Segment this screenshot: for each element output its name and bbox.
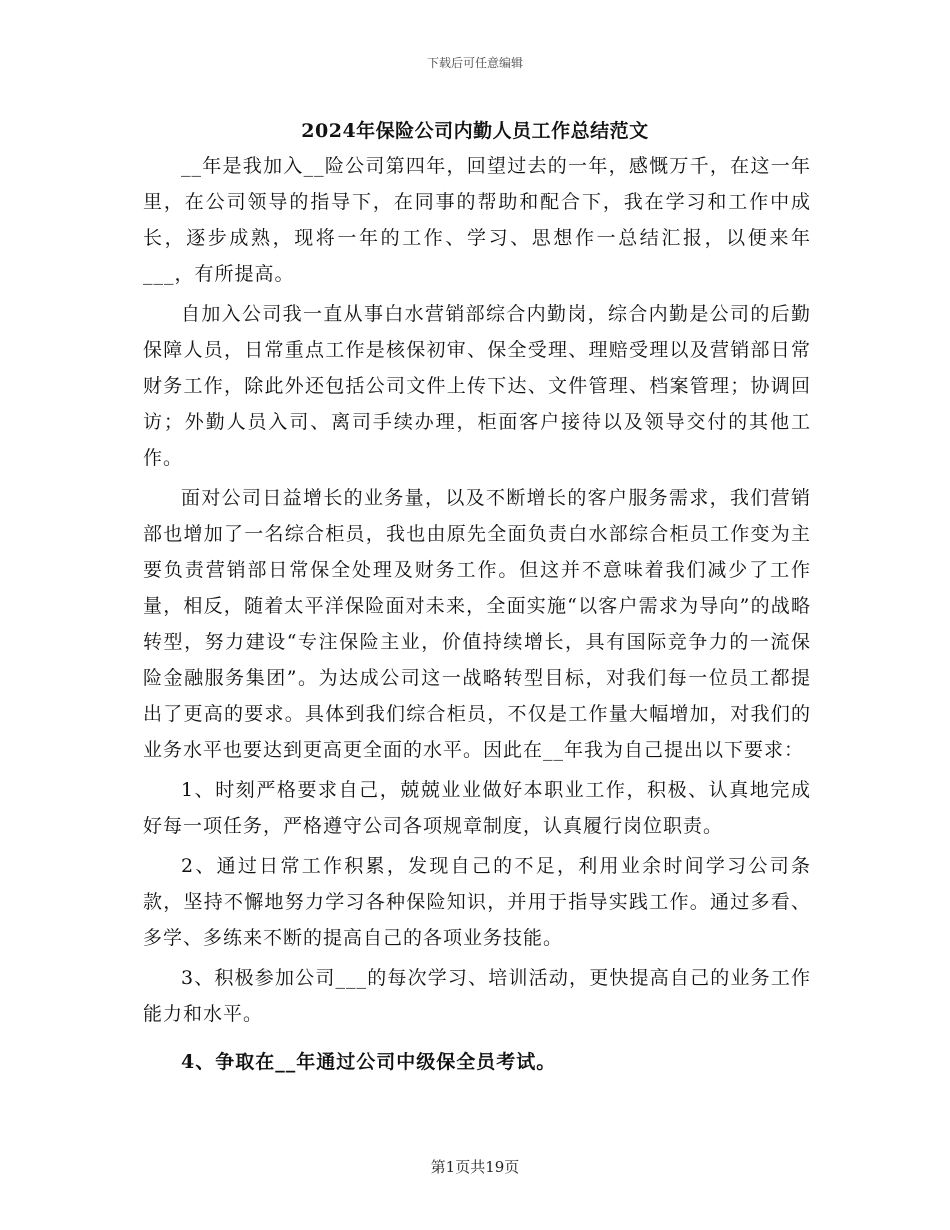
page-number-footer: 第1页共19页	[430, 1158, 520, 1176]
paragraph-duties: 自加入公司我一直从事白水营销部综合内勤岗，综合内勤是公司的后勤保障人员，日常重点工作是核保初审、保全受理、理赔受理以及营销部日常财务工作，除此外还包括公司文件上传下达、文件管理、档案管理；协调回访；外勤人员入司、离司手续办理，柜面客户接待以及领导交付的其他工作。	[143, 303, 811, 469]
document-body	[143, 148, 811, 1084]
paragraph-requirement-1: 1、时刻严格要求自己，兢兢业业做好本职业工作，积极、认真地完成好每一项任务，严格遵守公司各项规章制度，认真履行岗位职责。	[143, 779, 811, 837]
document-title: 2024年保险公司内勤人员工作总结范文	[301, 120, 649, 142]
paragraph-requirement-2: 2、通过日常工作积累，发现自己的不足，利用业余时间学习公司条款，坚持不懈地努力学习各种保险知识，并用于指导实践工作。通过多看、多学、多练来不断的提高自己的各项业务技能。	[143, 855, 811, 949]
paragraph-requirement-3: 3、积极参加公司___的每次学习、培训活动，更快提高自己的业务工作能力和水平。	[143, 967, 811, 1025]
paragraph-intro: __年是我加入__险公司第四年，回望过去的一年，感慨万千，在这一年里，在公司领导的指导下，在同事的帮助和配合下，我在学习和工作中成长，逐步成熟，现将一年的工作、学习、思想作一总结汇报，以便来年___，有所提高。	[143, 155, 811, 285]
header-note: 下载后可任意编辑	[426, 56, 523, 70]
paragraph-strategy: 面对公司日益增长的业务量，以及不断增长的客户服务需求，我们营销部也增加了一名综合柜员，我也由原先全面负责白水部综合柜员工作变为主要负责营销部日常保全处理及财务工作。但这并不意味着我们减少了工作量，相反，随着太平洋保险面对未来，全面实施“以客户需求为导向”的战略转型，努力建设“专注保险主业，价值持续增长，具有国际竞争力的一流保险金融服务集团”。为达成公司这一战略转型目标，对我们每一位员工都提出了更高的要求。具体到我们综合柜员，不仅是工作量大幅增加，对我们的业务水平也要达到更高更全面的水平。因此在__年我为自己提出以下要求：	[143, 487, 811, 761]
paragraph-requirement-4: 4、争取在__年通过公司中级保全员考试。	[181, 1051, 557, 1073]
